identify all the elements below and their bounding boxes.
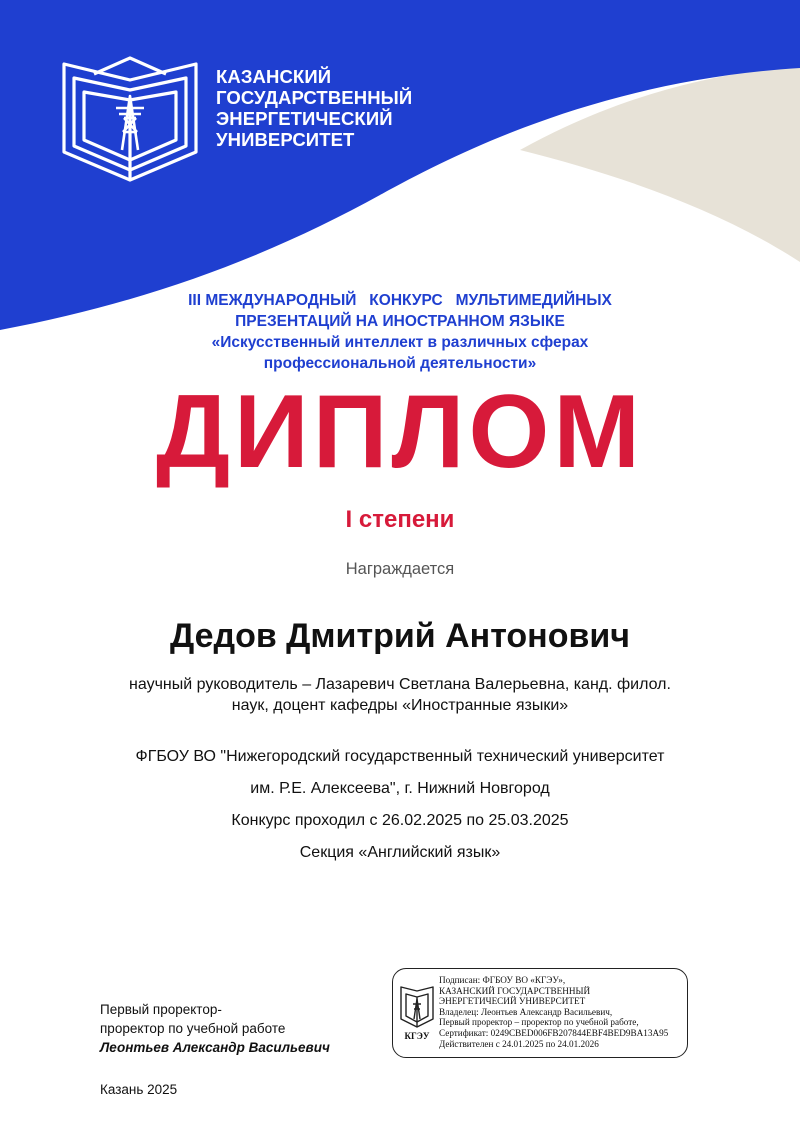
signer-title-line: Первый проректор- bbox=[100, 1002, 222, 1017]
signature-line: Владелец: Леонтьев Александр Васильевич, bbox=[439, 1006, 613, 1017]
stamp-logo-label: КГЭУ bbox=[404, 1031, 430, 1041]
signature-line: Сертификат: 0249CBED006FB207844EBF4BED9BA13A95 bbox=[439, 1027, 669, 1038]
organization-line: ФГБОУ ВО "Нижегородский государственный технический университет bbox=[135, 748, 665, 765]
university-name-line: УНИВЕРСИТЕТ bbox=[216, 129, 355, 150]
city-year: Казань 2025 bbox=[100, 1082, 178, 1097]
signature-line: КАЗАНСКИЙ ГОСУДАРСТВЕННЫЙ bbox=[439, 985, 591, 996]
contest-section: Секция «Английский язык» bbox=[299, 844, 501, 861]
organization-info bbox=[0, 746, 800, 874]
signer-title-line: проректор по учебной работе bbox=[100, 1021, 286, 1036]
signature-details bbox=[439, 975, 668, 1049]
awarded-label: Награждается bbox=[345, 560, 455, 578]
signer-block bbox=[100, 1000, 330, 1057]
university-logo-icon bbox=[399, 981, 435, 1031]
electronic-signature-stamp bbox=[392, 968, 688, 1058]
signature-line: ЭНЕРГЕТИЧЕСИЙ УНИВЕРСИТЕТ bbox=[439, 996, 586, 1007]
university-name bbox=[216, 66, 412, 150]
contest-title bbox=[0, 290, 800, 374]
contest-title-line: ПРЕЗЕНТАЦИЙ НА ИНОСТРАННОМ ЯЗЫКЕ bbox=[235, 313, 565, 330]
diploma-title: ДИПЛОМ bbox=[155, 374, 645, 490]
signature-line: Первый проректор – проректор по учебной работе, bbox=[439, 1017, 639, 1028]
signature-line: Действителен с 24.01.2025 по 24.01.2026 bbox=[439, 1038, 599, 1049]
contest-title-line: профессиональной деятельности» bbox=[263, 355, 537, 372]
supervisor-info bbox=[0, 674, 800, 716]
contest-title-line: III МЕЖДУНАРОДНЫЙ КОНКУРС МУЛЬТИМЕДИЙНЫХ bbox=[188, 292, 612, 309]
book-with-power-tower-icon bbox=[60, 52, 200, 187]
contest-title-line: «Искусственный интеллект в различных сферах bbox=[211, 334, 589, 351]
signer-name: Леонтьев Александр Васильевич bbox=[100, 1040, 330, 1055]
university-name-line: ЭНЕРГЕТИЧЕСКИЙ bbox=[216, 108, 393, 129]
supervisor-line: научный руководитель – Лазаревич Светлана Валерьевна, канд. филол. bbox=[129, 676, 671, 693]
university-name-line: КАЗАНСКИЙ bbox=[216, 66, 332, 87]
university-name-line: ГОСУДАРСТВЕННЫЙ bbox=[216, 87, 413, 108]
diploma-degree: I степени bbox=[345, 506, 455, 533]
winner-name: Дедов Дмитрий Антонович bbox=[169, 617, 631, 655]
supervisor-line: наук, доцент кафедры «Иностранные языки» bbox=[231, 697, 569, 714]
signature-line: Подписан: ФГБОУ ВО «КГЭУ», bbox=[439, 975, 566, 985]
contest-dates: Конкурс проходил с 26.02.2025 по 25.03.2025 bbox=[231, 812, 569, 829]
organization-city-line: им. Р.Е. Алексеева", г. Нижний Новгород bbox=[250, 780, 550, 797]
